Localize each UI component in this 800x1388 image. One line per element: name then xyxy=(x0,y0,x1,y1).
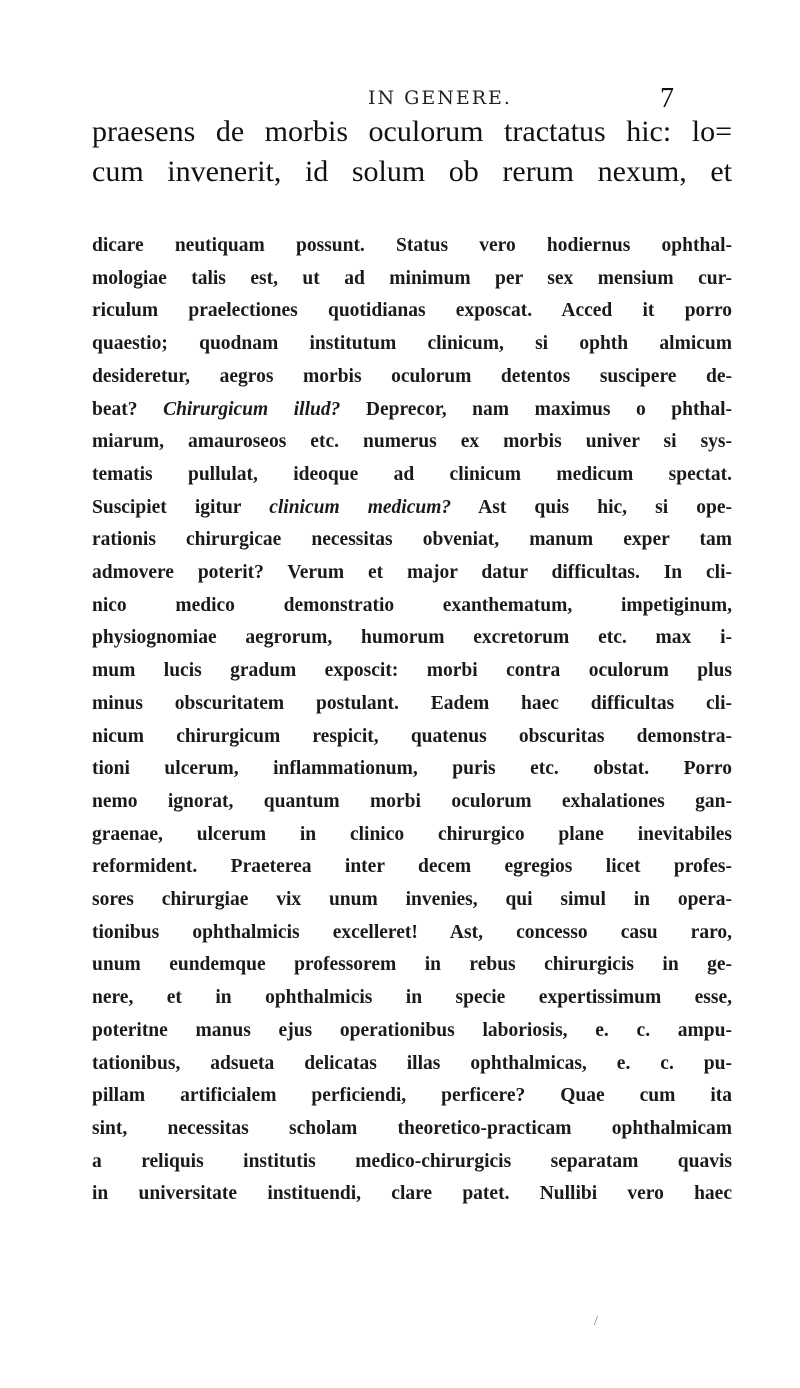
text-line: nicum chirurgicum respicit, quatenus obscuritas demonstra- xyxy=(92,725,732,747)
body-paragraph xyxy=(92,230,732,1211)
text-line: tationibus, adsueta delicatas illas ophthalmicas, e. c. pu- xyxy=(92,1052,732,1074)
text-line: desideretur, aegros morbis oculorum detentos suscipere de- xyxy=(92,365,732,387)
text-line: nemo ignorat, quantum morbi oculorum exhalationes gan- xyxy=(92,790,732,812)
text-line: pillam artificialem perficiendi, perficere? Quae cum ita xyxy=(92,1085,732,1107)
text-line: tionibus ophthalmicis excelleret! Ast, concesso casu raro, xyxy=(92,921,732,943)
text-line: dicare neutiquam possunt. Status vero hodiernus ophthal- xyxy=(92,235,732,256)
text-line: rationis chirurgicae necessitas obveniat, manum exper tam xyxy=(92,529,732,551)
text-line: nere, et in ophthalmicis in specie expertissimum esse, xyxy=(92,987,732,1009)
carry-over-paragraph xyxy=(92,112,732,192)
carry-over-line: praesens de morbis oculorum tractatus hic: lo= xyxy=(92,115,732,148)
italic-phrase: Chirurgicum illud? xyxy=(163,398,341,420)
text-line: a reliquis institutis medico-chirurgicis separatam quavis xyxy=(92,1150,732,1172)
text-line: admovere poterit? Verum et major datur difficultas. In cli- xyxy=(92,562,732,584)
text-line: beat? Chirurgicum illud? Deprecor, nam maximus o phthal- xyxy=(92,398,732,420)
text-line: tioni ulcerum, inflammationum, puris etc. obstat. Porro xyxy=(92,758,732,780)
text-line: graenae, ulcerum in clinico chirurgico plane inevitabiles xyxy=(92,823,732,845)
text-line: mologiae talis est, ut ad minimum per sex mensium cur- xyxy=(92,267,732,289)
text-line: minus obscuritatem postulant. Eadem haec difficultas cli- xyxy=(92,692,732,714)
text-line: miarum, amauroseos etc. numerus ex morbis univer si sys- xyxy=(92,431,732,453)
italic-phrase: clinicum medicum? xyxy=(269,496,452,518)
text-line: sores chirurgiae vix unum invenies, qui simul in opera- xyxy=(92,889,732,911)
running-head xyxy=(0,83,800,113)
text-line: unum eundemque professorem in rebus chirurgicis in ge- xyxy=(92,954,732,976)
page-number: 7 xyxy=(660,83,674,114)
text-line: physiognomiae aegrorum, humorum excretorum etc. max i- xyxy=(92,627,732,649)
text-line: reformident. Praeterea inter decem egregios licet profes- xyxy=(92,856,732,878)
text-line: nico medico demonstratio exanthematum, impetiginum, xyxy=(92,594,732,616)
text-line: riculum praelectiones quotidianas exposcat. Acced it porro xyxy=(92,300,732,322)
carry-over-line: cum invenerit, id solum ob rerum nexum, et xyxy=(92,155,732,188)
text-line: tematis pullulat, ideoque ad clinicum medicum spectat. xyxy=(92,463,732,485)
stray-mark: / xyxy=(594,1314,598,1329)
text-line: sint, necessitas scholam theoretico-practicam ophthalmicam xyxy=(92,1117,732,1139)
text-line: mum lucis gradum exposcit: morbi contra oculorum plus xyxy=(92,660,732,682)
running-title: IN GENERE. xyxy=(368,87,512,109)
text-line: quaestio; quodnam institutum clinicum, si ophth almicum xyxy=(92,333,732,355)
text-line: Suscipiet igitur clinicum medicum? Ast quis hic, si ope- xyxy=(92,496,732,518)
text-line: in universitate instituendi, clare patet. Nullibi vero haec xyxy=(92,1183,732,1205)
text-line: poteritne manus ejus operationibus laboriosis, e. c. ampu- xyxy=(92,1019,732,1041)
